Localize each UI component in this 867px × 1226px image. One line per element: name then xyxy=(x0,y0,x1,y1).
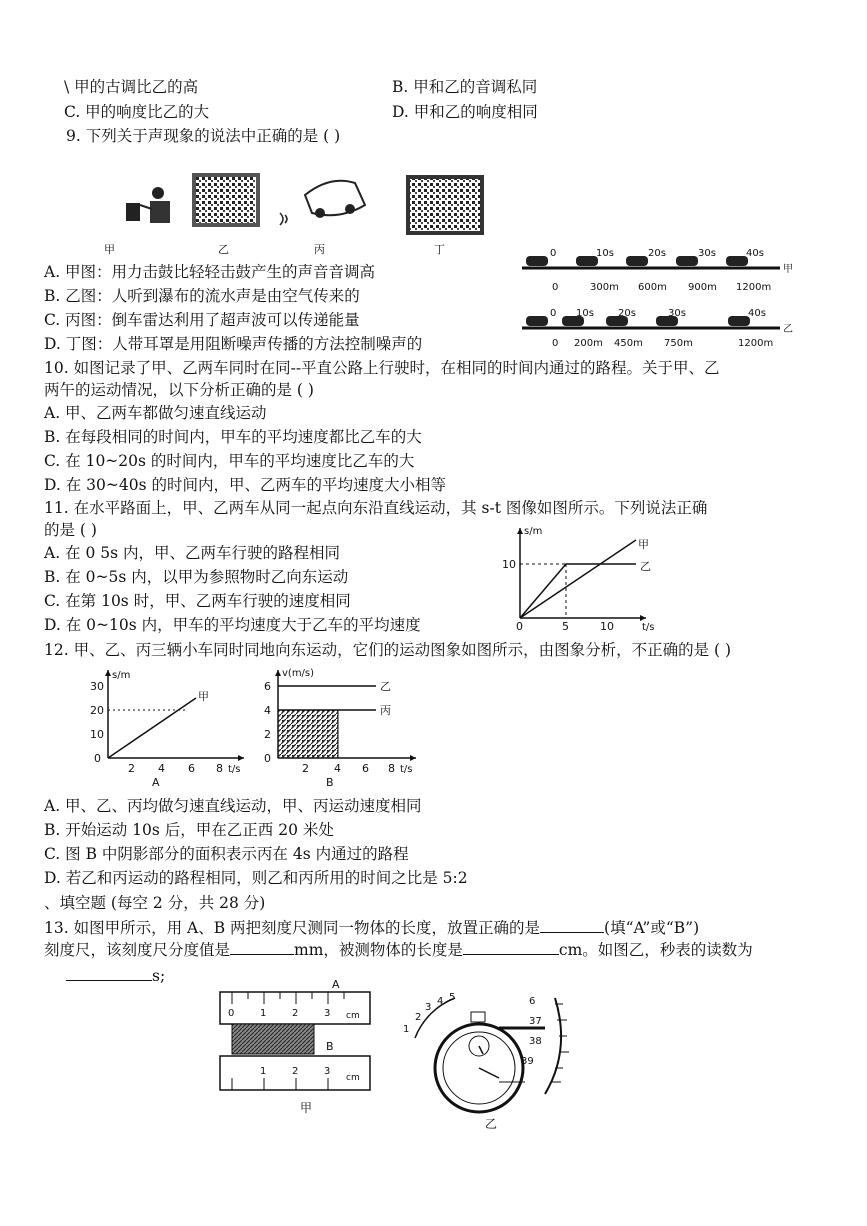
q13-line1 xyxy=(44,918,699,938)
q13-line3 xyxy=(66,966,165,986)
yi-dist-2: 450m xyxy=(614,338,643,349)
graph-a-ytick-30: 30 xyxy=(90,680,104,693)
stopwatch-zoom-dial xyxy=(545,998,561,1094)
q10-option-a: A. 甲、乙两车都做匀速直线运动 xyxy=(44,404,267,422)
yi-line xyxy=(520,564,636,618)
fig-yi-caption: 乙 xyxy=(485,1117,498,1130)
yi-time-0: 0 xyxy=(550,308,557,319)
graph-a-jia-line xyxy=(108,698,196,758)
ruler-b-num-3: 3 xyxy=(324,1066,331,1077)
graph-b-xtick-4: 4 xyxy=(334,762,341,775)
jia-time-4: 40s xyxy=(746,248,764,259)
q11-option-b: B. 在 0~5s 内，以甲为参照物时乙向东运动 xyxy=(44,568,349,586)
q11-xlabel: t/s xyxy=(642,622,655,633)
pic-label-bing: 丙 xyxy=(314,243,325,256)
graph-a-ytick-20: 20 xyxy=(90,704,104,717)
graph-b-yi-label: 乙 xyxy=(380,680,391,693)
q13-text-1: 13. 如图甲所示，用 A、B 两把刻度尺测同一物体的长度，放置正确的是 xyxy=(44,919,541,937)
jia-time-2: 20s xyxy=(648,248,666,259)
stopwatch-outer-37: 37 xyxy=(529,1016,542,1027)
q9-stem: 9. 下列关于声现象的说法中正确的是 ( ) xyxy=(66,127,341,145)
q11-stem-line2: 的是 ( ) xyxy=(44,521,97,539)
graph-a-ytick-10: 10 xyxy=(90,728,104,741)
graph-a-ytick-0: 0 xyxy=(94,752,101,765)
graph-b-xtick-8: 8 xyxy=(388,762,395,775)
q13-text-2b: mm，被测物体的长度是 xyxy=(294,941,463,959)
graph-a-xtick-8: 8 xyxy=(216,762,223,775)
q8-option-c: C. 甲的响度比乙的大 xyxy=(64,103,210,121)
waterfall-figure-icon xyxy=(192,173,260,227)
graph-a-ylabel: s/m xyxy=(112,670,131,681)
q12-option-c: C. 图 B 中阴影部分的面积表示丙在 4s 内通过的路程 xyxy=(44,845,409,863)
graph-b-caption: B xyxy=(326,776,334,788)
measured-object xyxy=(232,1024,314,1054)
graph-a-caption: A xyxy=(152,776,160,788)
q13-text-1b: (填“A”或“B”) xyxy=(604,919,700,937)
earmuff-figure-icon xyxy=(406,175,484,235)
ruler-b-num-1: 1 xyxy=(260,1066,267,1077)
q11-st-graph xyxy=(496,522,666,634)
stopwatch-inner-2: 2 xyxy=(415,1012,422,1023)
q13-text-2a: 刻度尺，该刻度尺分度值是 xyxy=(44,941,231,959)
graph-b-ytick-4: 4 xyxy=(264,704,271,717)
stopwatch-outer-38: 38 xyxy=(529,1036,542,1047)
jia-time-3: 30s xyxy=(698,248,716,259)
stopwatch-outer-6: 6 xyxy=(529,996,536,1007)
graph-b-bing-label: 丙 xyxy=(380,704,391,717)
fig-jia-caption: 甲 xyxy=(300,1101,313,1115)
stopwatch-hand xyxy=(479,1068,499,1078)
car-radar-figure-icon xyxy=(280,181,365,225)
stopwatch-inner-3: 3 xyxy=(425,1002,432,1013)
ruler-b-unit: cm xyxy=(346,1073,360,1083)
ruler-a-label: A xyxy=(332,978,340,991)
yi-dist-0: 0 xyxy=(552,338,559,349)
jia-dist-2: 600m xyxy=(638,282,667,293)
drum-figure-icon xyxy=(126,187,170,223)
q8-option-a: \ 甲的古调比乙的高 xyxy=(64,78,199,96)
ruler-a-num-3: 3 xyxy=(324,1008,331,1019)
graph-b-xtick-2: 2 xyxy=(302,762,309,775)
q12-option-d: D. 若乙和丙运动的路程相同，则乙和丙所用的时间之比是 5:2 xyxy=(44,869,468,887)
q11-jia-label: 甲 xyxy=(638,538,649,551)
q12-option-b: B. 开始运动 10s 后，甲在乙正西 20 米处 xyxy=(44,821,334,839)
q9-option-b: B. 乙图：人听到瀑布的流水声是由空气传来的 xyxy=(44,287,360,305)
q13-text-3: s; xyxy=(152,967,166,985)
q12-graph-b xyxy=(256,664,436,788)
q11-ytick-10: 10 xyxy=(502,558,516,571)
ruler-a-num-1: 1 xyxy=(260,1008,267,1019)
rulers-figure xyxy=(210,976,380,1116)
q10-option-c: C. 在 10~20s 的时间内，甲车的平均速度比乙车的大 xyxy=(44,452,415,470)
stopwatch-inner-1: 1 xyxy=(403,1024,410,1035)
q10-option-b: B. 在每段相同的时间内，甲车的平均速度都比乙车的大 xyxy=(44,428,422,446)
graph-a-xlabel: t/s xyxy=(228,764,241,775)
q11-yi-label: 乙 xyxy=(640,560,651,573)
q13-line2 xyxy=(44,940,753,960)
pic-label-jia: 甲 xyxy=(104,243,115,256)
jia-row-label: 甲 xyxy=(783,264,793,275)
q13-blank-1[interactable] xyxy=(540,918,604,933)
ruler-a-unit: cm xyxy=(346,1011,360,1021)
q10-option-d: D. 在 30~40s 的时间内，甲、乙两车的平均速度大小相等 xyxy=(44,476,446,494)
ruler-b-label: B xyxy=(326,1040,334,1053)
yi-dist-1: 200m xyxy=(574,338,603,349)
q11-option-a: A. 在 0 5s 内，甲、乙两车行驶的路程相同 xyxy=(44,544,341,562)
jia-dist-3: 900m xyxy=(688,282,717,293)
q13-text-2c: cm。如图乙，秒表的读数为 xyxy=(558,941,753,959)
q13-blank-3[interactable] xyxy=(463,940,559,955)
yi-cars xyxy=(526,316,750,326)
stopwatch-inner-5: 5 xyxy=(449,992,456,1003)
stopwatch-crown xyxy=(471,1012,485,1022)
ruler-b-num-2: 2 xyxy=(292,1066,299,1077)
yi-time-2: 20s xyxy=(618,308,636,319)
q10-stem-line2: 两午的运动情况，以下分析正确的是 ( ) xyxy=(44,381,314,399)
section-heading: 、填空题 (每空 2 分，共 28 分) xyxy=(44,894,266,912)
q12-stem: 12. 甲、乙、丙三辆小车同时同地向东运动，它们的运动图象如图所示，由图象分析，不正确的是 ( ) xyxy=(44,641,732,659)
q13-blank-2[interactable] xyxy=(230,940,294,955)
jia-time-0: 0 xyxy=(550,248,557,259)
q9-pictures xyxy=(100,165,500,260)
q8-option-b: B. 甲和乙的音调私同 xyxy=(392,78,538,96)
car-travel-figure xyxy=(518,246,798,350)
q12-graph-a xyxy=(84,664,264,788)
yi-time-3: 30s xyxy=(668,308,686,319)
stopwatch-outer-39: 39 xyxy=(521,1056,534,1067)
stopwatch-figure xyxy=(395,990,585,1130)
graph-b-ytick-6: 6 xyxy=(264,680,271,693)
ruler-a-num-2: 2 xyxy=(292,1008,299,1019)
stopwatch-inner-4: 4 xyxy=(437,996,444,1007)
graph-a-xtick-2: 2 xyxy=(128,762,135,775)
pic-label-yi: 乙 xyxy=(218,243,229,256)
q11-option-c: C. 在第 10s 时，甲、乙两车行驶的速度相同 xyxy=(44,592,351,610)
yi-row-label: 乙 xyxy=(783,324,793,335)
q9-option-d: D. 丁图：人带耳罩是用阻断噪声传播的方法控制噪声的 xyxy=(44,335,423,353)
q13-blank-4[interactable] xyxy=(66,966,152,981)
jia-dist-4: 1200m xyxy=(736,282,772,293)
q11-stem-line1: 11. 在水平路面上，甲、乙两车从同一起点向东沿直线运动，其 s-t 图像如图所示。下列说法正确 xyxy=(44,499,708,517)
yi-time-4: 40s xyxy=(748,308,766,319)
yi-time-1: 10s xyxy=(576,308,594,319)
q11-ylabel: s/m xyxy=(524,526,543,537)
graph-b-ytick-0: 0 xyxy=(264,752,271,765)
q11-xtick-0: 0 xyxy=(516,620,523,633)
q11-xtick-5: 5 xyxy=(562,620,569,633)
graph-a-line-label: 甲 xyxy=(198,690,209,703)
jia-dist-1: 300m xyxy=(590,282,619,293)
yi-dist-3: 750m xyxy=(664,338,693,349)
jia-dist-0: 0 xyxy=(552,282,559,293)
q9-option-c: C. 丙图：倒车雷达利用了超声波可以传递能量 xyxy=(44,311,360,329)
yi-dist-4: 1200m xyxy=(738,338,774,349)
q8-option-d: D. 甲和乙的响度相同 xyxy=(392,103,538,121)
graph-b-xlabel: t/s xyxy=(400,764,413,775)
graph-b-ylabel: v(m/s) xyxy=(282,668,315,679)
q11-option-d: D. 在 0~10s 内，甲车的平均速度大于乙车的平均速度 xyxy=(44,616,421,634)
jia-line xyxy=(520,540,636,618)
graph-a-xtick-6: 6 xyxy=(188,762,195,775)
q10-stem-line1: 10. 如图记录了甲、乙两车同时在同--平直公路上行驶时，在相同的时间内通过的路程。关于甲、乙 xyxy=(44,359,720,377)
graph-b-ytick-2: 2 xyxy=(264,728,271,741)
ruler-a-num-0: 0 xyxy=(228,1008,235,1019)
graph-b-xtick-6: 6 xyxy=(362,762,369,775)
graph-b-shaded-area xyxy=(278,710,338,758)
graph-a-xtick-4: 4 xyxy=(158,762,165,775)
jia-time-1: 10s xyxy=(596,248,614,259)
q11-xtick-10: 10 xyxy=(600,620,614,633)
pic-label-ding: 丁 xyxy=(434,243,445,256)
q12-option-a: A. 甲、乙、丙均做匀速直线运动，甲、丙运动速度相同 xyxy=(44,797,422,815)
q9-option-a: A. 甲图：用力击鼓比轻轻击鼓产生的声音音调高 xyxy=(44,263,376,281)
